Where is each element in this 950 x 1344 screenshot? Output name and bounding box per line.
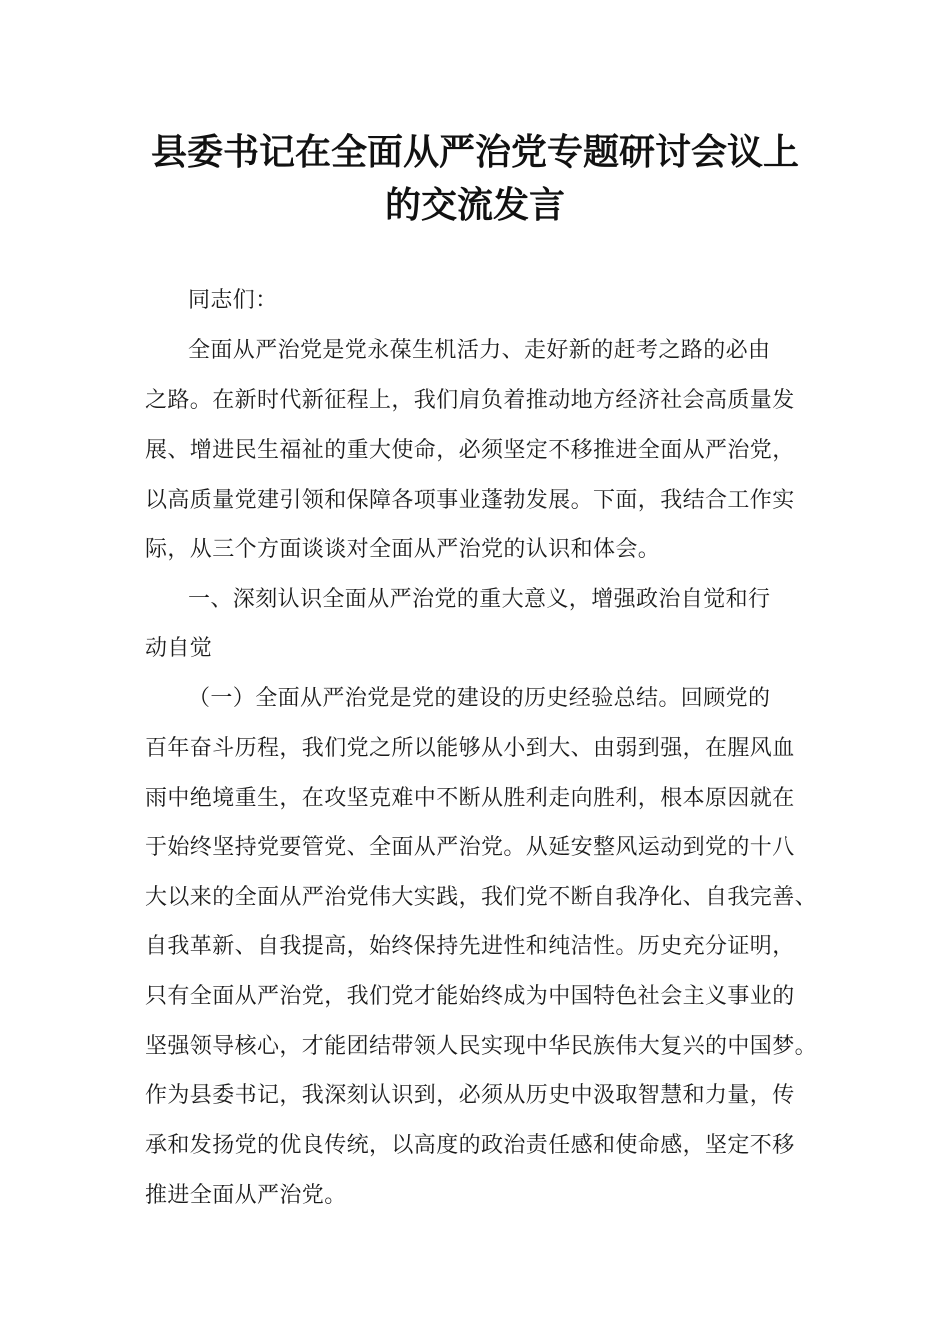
section-heading-line: 动自觉 [145,636,213,661]
salutation: 同志们： [188,288,278,313]
paragraph-line: 坚强领导核心，才能团结带领人民实现中华民族伟大复兴的中国梦。 [145,1034,818,1059]
paragraph-line: 大以来的全面从严治党伟大实践，我们党不断自我净化、自我完善、 [145,885,818,910]
paragraph-line: 雨中绝境重生，在攻坚克难中不断从胜利走向胜利，根本原因就在 [145,786,795,811]
paragraph-line: 际，从三个方面谈谈对全面从严治党的认识和体会。 [145,537,661,562]
paragraph-line: 以高质量党建引领和保障各项事业蓬勃发展。下面，我结合工作实 [145,488,795,513]
paragraph-line: 作为县委书记，我深刻认识到，必须从历史中汲取智慧和力量，传 [145,1083,795,1108]
paragraph-line: 承和发扬党的优良传统，以高度的政治责任感和使命感，坚定不移 [145,1133,795,1158]
document-title-line-2: 的交流发言 [384,185,565,226]
paragraph-line: 推进全面从严治党。 [145,1183,347,1208]
paragraph-line: 只有全面从严治党，我们党才能始终成为中国特色社会主义事业的 [145,984,795,1009]
paragraph-line: 展、增进民生福祉的重大使命，必须坚定不移推进全面从严治党， [145,438,795,463]
paragraph-line: 自我革新、自我提高，始终保持先进性和纯洁性。历史充分证明， [145,934,795,959]
paragraph-line: 于始终坚持党要管党、全面从严治党。从延安整风运动到党的十八 [145,835,795,860]
paragraph-line: 百年奋斗历程，我们党之所以能够从小到大、由弱到强，在腥风血 [145,736,795,761]
paragraph-line: 之路。在新时代新征程上，我们肩负着推动地方经济社会高质量发 [145,388,795,413]
document-title-line-1: 县委书记在全面从严治党专题研讨会议上 [150,132,799,173]
paragraph-line: （一）全面从严治党是党的建设的历史经验总结。回顾党的 [188,686,771,711]
section-heading-line: 一、深刻认识全面从严治党的重大意义，增强政治自觉和行 [188,587,771,612]
paragraph-line: 全面从严治党是党永葆生机活力、走好新的赶考之路的必由 [188,338,771,363]
